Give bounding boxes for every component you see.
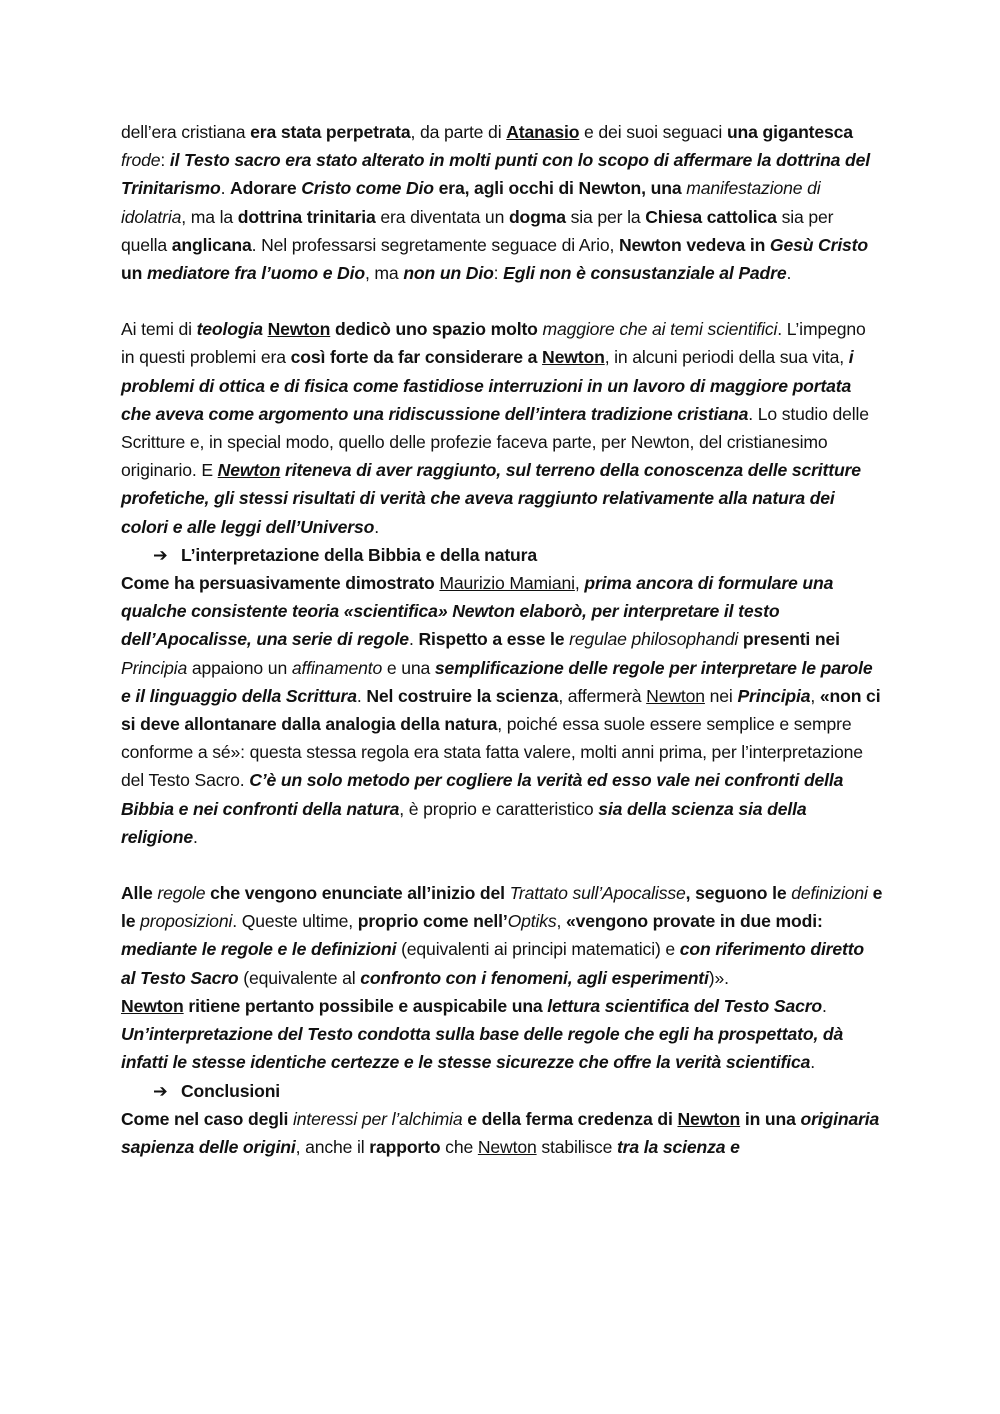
text-run: una gigantesca — [726, 122, 853, 142]
text-run: , anche il — [295, 1136, 370, 1157]
text-run: dottrina trinitaria — [237, 206, 376, 227]
text-run: , seguono le — [685, 883, 792, 904]
text-run: dogma — [508, 206, 566, 227]
text-run: Principia — [737, 685, 811, 706]
text-run: nei — [704, 685, 738, 706]
text-run: Cristo come Dio — [301, 178, 434, 199]
text-run: maggiore che ai temi scientifici — [542, 319, 778, 340]
text-run: Un’interpretazione del Testo condotta sulla base delle regole che egli ha prospettato, dà infatti le stesse identiche certezze e le stesse sicurezze che offre la verità scientifica — [121, 1024, 844, 1073]
text-run: regole — [157, 883, 206, 904]
paragraph-scientific-reading — [121, 992, 883, 1077]
text-run: «non ci si deve allontanare dalla analogia della natura — [121, 685, 881, 735]
text-run: . Queste ultime, — [232, 911, 358, 932]
text-run: , — [556, 911, 567, 932]
text-run: proposizioni — [140, 911, 233, 932]
text-run: presenti nei — [738, 629, 840, 650]
text-run: . L’impegno in questi problemi era — [121, 319, 866, 368]
text-run: dell’era cristiana — [121, 122, 251, 142]
text-run: i problemi di ottica e di fisica come fastidiose interruzioni in un lavoro di maggiore portata che aveva come argomento una ridiscussione dell’intera tradizione cristiana — [121, 347, 854, 424]
text-run: . Lo studio delle Scritture e, in special modo, quello delle profezie faceva parte, per Newton, del cristianesimo originario. E — [121, 403, 869, 481]
text-run: confronto con i fenomeni, agli esperimenti — [360, 967, 709, 988]
text-run: Alle — [121, 883, 158, 904]
text-run: sia per quella — [121, 206, 834, 255]
text-run: «vengono provate in due modi: — [566, 911, 823, 932]
text-run: rapporto — [369, 1136, 441, 1157]
text-run: . — [786, 263, 792, 284]
text-run: . — [192, 826, 198, 847]
text-run: Newton — [217, 460, 281, 481]
text-run: (equivalenti ai principi matematici) e — [396, 939, 680, 960]
text-run: , ma — [364, 263, 404, 284]
text-run: , ma la — [181, 206, 238, 227]
heading-text — [181, 545, 537, 565]
text-run: mediante le regole e le definizioni — [121, 939, 397, 960]
text-run: affinamento — [291, 657, 383, 678]
text-run: mediatore fra l’uomo e Dio — [146, 263, 365, 284]
text-run: sia per la — [565, 206, 646, 227]
text-run: interessi per l’alchimia — [293, 1108, 463, 1129]
text-run: e una — [382, 657, 435, 678]
text-run: e le — [121, 883, 883, 932]
text-run: e della ferma credenza di — [462, 1108, 678, 1129]
text-run: Trattato sull’Apocalisse — [509, 883, 686, 904]
text-run: Adorare — [230, 178, 302, 199]
text-run: L’interpretazione della Bibbia e della natura — [181, 544, 537, 565]
text-run: anglicana — [171, 234, 252, 255]
text-run: : — [160, 150, 170, 171]
text-run: Atanasio — [506, 122, 580, 142]
text-run: Gesù Cristo — [769, 234, 868, 255]
text-run: prima ancora di formulare una qualche consistente teoria «scientifica» Newton elaborò, per interpretare il testo dell’Apocalisse, una serie di regole — [121, 573, 834, 650]
paragraph-arius-fraud — [121, 118, 883, 287]
text-run: appaiono un — [187, 657, 292, 678]
section-heading-bible-nature — [121, 541, 883, 569]
text-run: . — [356, 685, 367, 706]
text-run: con riferimento diretto al Testo Sacro — [121, 939, 865, 988]
text-run: che — [440, 1136, 478, 1157]
text-run: , da parte di — [410, 122, 507, 142]
text-run: Maurizio Mamiani — [439, 573, 575, 594]
text-run: era diventata un — [375, 206, 509, 227]
text-run: originaria sapienza delle origini — [121, 1108, 880, 1157]
text-run: . — [810, 1052, 816, 1073]
text-run: . — [374, 516, 379, 537]
text-run: Optiks — [507, 911, 557, 932]
text-run: manifestazione di idolatria — [121, 178, 821, 227]
text-run: . — [408, 629, 419, 650]
text-run: , affermerà — [558, 685, 647, 706]
arrow-right-icon: ➔ — [153, 1080, 168, 1101]
text-run: , in alcuni periodi della sua vita, — [604, 347, 849, 368]
text-run: proprio come nell’ — [357, 911, 508, 932]
paragraph-apocalypse-treatise — [121, 879, 883, 992]
text-run: Principia — [121, 657, 188, 678]
text-run: Newton — [677, 1108, 741, 1129]
text-run: non un Dio — [403, 263, 494, 284]
text-run: )». — [708, 967, 729, 988]
text-run: frode — [121, 150, 161, 171]
text-run: stabilisce — [536, 1136, 617, 1157]
text-run: ritiene pertanto possibile e auspicabile una — [183, 995, 548, 1016]
text-run: riteneva di aver raggiunto, sul terreno della conoscenza delle scritture profetiche, gli stessi risultati di verità che aveva raggiunto relativamente alla natura dei colori e alle leggi dell’Universo — [121, 460, 861, 537]
text-run: . — [822, 995, 827, 1016]
text-run: in una — [740, 1108, 801, 1129]
paragraph-theology — [121, 315, 883, 541]
text-run: regulae philosophandi — [569, 629, 739, 650]
text-run: dedicò uno spazio molto — [330, 319, 543, 340]
text-run: Newton — [646, 685, 705, 706]
text-run: Newton — [542, 347, 605, 368]
text-run: Nel costruire la scienza — [366, 685, 559, 706]
paragraph-conclusions — [121, 1105, 883, 1161]
text-run: Newton vedeva in — [618, 234, 770, 255]
text-run: , è proprio e caratteristico — [399, 798, 599, 819]
text-run: Come ha persuasivamente dimostrato — [121, 573, 440, 594]
arrow-right-icon: ➔ — [153, 544, 168, 565]
text-run: era stata perpetrata — [250, 122, 411, 142]
text-run: un — [121, 263, 147, 284]
text-run: Conclusioni — [181, 1080, 281, 1101]
text-run: che vengono enunciate all’inizio del — [205, 883, 510, 904]
text-run: sia della scienza sia della religione — [121, 798, 807, 847]
text-run: lettura scientifica del Testo Sacro — [547, 995, 823, 1016]
text-run: era, agli occhi di Newton, una — [433, 178, 687, 199]
text-run: teologia — [196, 319, 263, 340]
text-run: Rispetto a esse le — [418, 629, 570, 650]
paragraph-mamiani-rules — [121, 569, 883, 851]
text-run: . Nel professarsi segretamente seguace di Ario, — [251, 234, 619, 255]
text-run: così forte da far considerare a — [290, 347, 543, 368]
text-run: e dei suoi seguaci — [579, 122, 727, 142]
text-run: tra la scienza e — [616, 1136, 740, 1157]
text-run: Newton — [121, 995, 184, 1016]
text-run: C’è un solo metodo per cogliere la verità ed esso vale nei confronti della Bibbia e nei confronti della natura — [121, 770, 844, 819]
text-run: (equivalente al — [238, 967, 361, 988]
text-run: Ai temi di — [121, 319, 197, 340]
text-run: semplificazione delle regole per interpretare le parole e il linguaggio della Scrittura — [121, 657, 873, 706]
text-run: Come nel caso degli — [121, 1108, 294, 1129]
text-run: Newton — [477, 1136, 537, 1157]
text-run: Newton — [267, 319, 331, 340]
text-run: definizioni — [791, 883, 868, 904]
text-run: il Testo sacro era stato alterato in molti punti con lo scopo di affermare la dottrina del Trinitarismo — [121, 150, 871, 199]
text-run: Chiesa cattolica — [645, 206, 777, 227]
text-run: , — [574, 573, 585, 594]
text-body — [121, 118, 883, 1161]
heading-text — [181, 1081, 280, 1101]
text-run: : — [493, 263, 504, 284]
section-heading-conclusions — [121, 1077, 883, 1105]
text-run: . — [220, 178, 231, 199]
text-run: , — [810, 685, 820, 706]
text-run: Egli non è consustanziale al Padre — [503, 263, 787, 284]
text-run: , poiché essa suole essere semplice e sempre conforme a sé»: questa stessa regola era stata fatta valere, molti anni prima, per l’interpretazione del Testo Sacro. — [121, 714, 863, 791]
